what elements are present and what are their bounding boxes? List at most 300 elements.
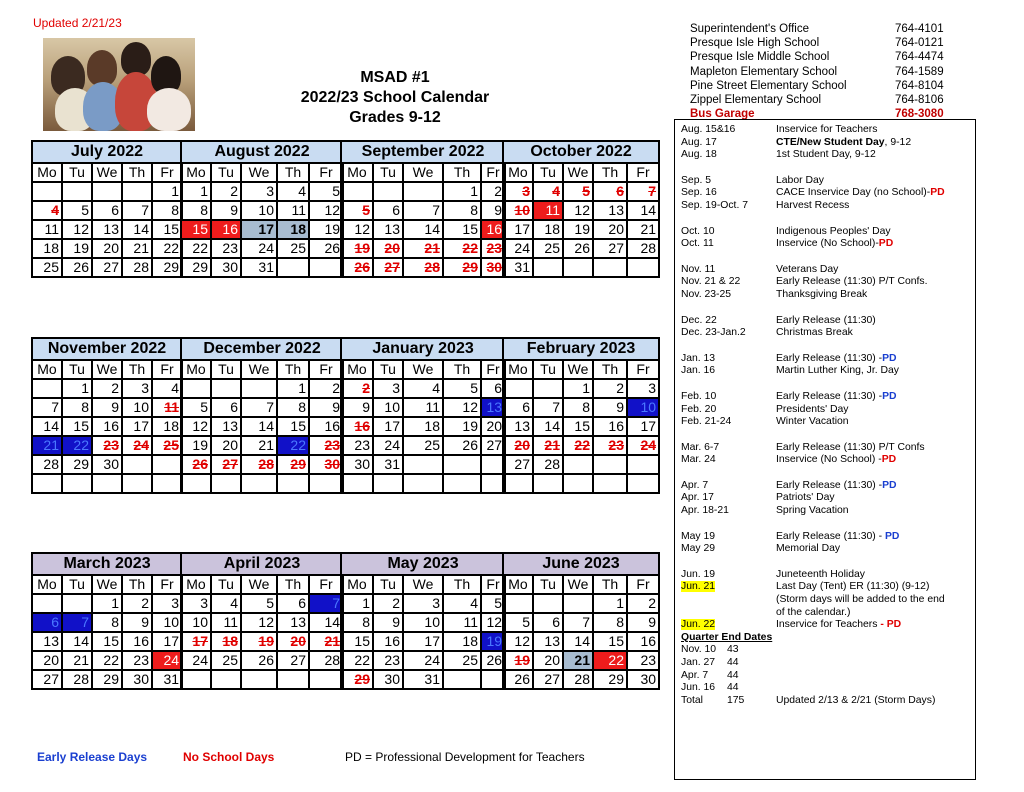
month-title: April 2023 [181,553,343,575]
event-row [675,137,975,150]
phone-entry-number: 764-4474 [895,51,944,64]
day-cell: 14 [62,632,92,651]
weekday-label: We [92,575,122,594]
legend-early-release: Early Release Days [37,750,148,764]
event-row [675,149,975,162]
day-cell: 17 [241,220,277,239]
weekday-label: Th [443,163,481,182]
day-cell: 4 [211,594,241,613]
day-cell: 12 [503,632,533,651]
phone-entry [690,22,965,36]
phone-entry-number: 764-1589 [895,65,944,78]
day-cell: 13 [481,398,505,417]
event-text: CACE Inservice Day (no School)-PD [776,187,945,199]
day-cell: 21 [241,436,277,455]
day-cell: 27 [92,258,122,277]
weekday-label: Th [593,163,627,182]
event-date: Jun. 22 [681,619,716,631]
day-cell: 24 [627,436,659,455]
day-cell: 4 [152,379,182,398]
event-row [675,175,975,188]
month-title: September 2022 [341,141,505,163]
day-cell: 29 [443,258,481,277]
event-text: Early Release (11:30) -PD [776,352,897,364]
day-cell: 28 [533,455,563,474]
empty-cell [563,258,593,277]
weekday-label: Th [593,575,627,594]
phone-directory [690,22,965,121]
day-cell: 25 [533,239,563,258]
day-cell: 23 [481,239,505,258]
day-cell: 1 [181,182,211,201]
day-cell: 6 [277,594,309,613]
empty-cell [503,474,533,493]
day-cell: 23 [627,651,659,670]
empty-cell [533,258,563,277]
event-date: Sep. 5 [681,174,712,186]
weekday-label: Tu [533,575,563,594]
weekday-label: Fr [481,360,505,379]
day-cell: 23 [373,651,403,670]
event-date: Oct. 11 [681,238,714,250]
event-text: Early Release (11:30) P/T Confs. [776,276,928,288]
day-cell: 12 [62,220,92,239]
weekday-label: Tu [62,360,92,379]
event-row [675,353,975,366]
event-date: Jun. 19 [681,568,716,580]
day-cell: 29 [277,455,309,474]
day-cell: 16 [341,417,373,436]
day-cell: 7 [241,398,277,417]
day-cell: 28 [563,670,593,689]
day-cell: 3 [122,379,152,398]
day-cell: 13 [211,417,241,436]
empty-cell [241,379,277,398]
empty-cell [309,670,343,689]
event-text: Veterans Day [776,263,839,275]
event-text: Inservice for Teachers [776,124,878,135]
legend-no-school: No School Days [183,750,275,764]
empty-cell [309,258,343,277]
day-cell: 15 [277,417,309,436]
empty-cell [563,455,593,474]
quarter-row: Jan. 27 44 [681,657,739,668]
event-text: Indigenous Peoples' Day [776,225,891,237]
day-cell: 22 [152,239,182,258]
phone-entry-name: Pine Street Elementary School [690,79,847,92]
weekday-label: Th [443,575,481,594]
day-cell: 13 [92,220,122,239]
day-cell: 23 [593,436,627,455]
weekday-label: Th [277,163,309,182]
weekday-label: Fr [627,360,659,379]
empty-cell [403,474,443,493]
event-text: of the calendar.) [776,606,851,618]
empty-cell [211,379,241,398]
day-cell: 30 [341,455,373,474]
event-date: Mar. 24 [681,454,716,466]
day-cell: 12 [241,613,277,632]
empty-cell [241,474,277,493]
empty-cell [277,670,309,689]
day-cell: 8 [152,201,182,220]
day-cell: 21 [533,436,563,455]
day-cell: 24 [241,239,277,258]
quarter-row: Apr. 7 44 [681,669,739,681]
day-cell: 25 [277,239,309,258]
event-date: Sep. 16 [681,187,717,199]
day-cell: 24 [181,651,211,670]
empty-cell [181,379,211,398]
day-cell: 20 [373,239,403,258]
weekday-label: Th [122,575,152,594]
event-date: Aug. 17 [681,136,717,148]
day-cell: 6 [32,613,62,632]
event-text: Early Release (11:30) P/T Confs [776,441,925,453]
event-date: Feb. 10 [681,390,717,402]
day-cell: 5 [181,398,211,417]
day-cell: 2 [211,182,241,201]
event-date: Jan. 16 [681,365,716,377]
event-text: Christmas Break [776,327,853,339]
day-cell: 6 [593,182,627,201]
quarter-end-title: Quarter End Dates [681,631,773,643]
day-cell: 20 [32,651,62,670]
day-cell: 21 [403,239,443,258]
day-cell: 1 [563,379,593,398]
day-cell: 30 [481,258,505,277]
grade-range: Grades 9-12 [349,109,441,126]
day-cell: 14 [122,220,152,239]
event-row [675,187,975,200]
empty-cell [533,474,563,493]
month-title: August 2022 [181,141,343,163]
empty-cell [211,670,241,689]
event-date: May 29 [681,543,716,555]
day-cell: 11 [443,613,481,632]
weekday-label: Mo [181,163,211,182]
empty-cell [62,594,92,613]
weekday-label: Mo [181,360,211,379]
day-cell: 8 [277,398,309,417]
day-cell: 29 [92,670,122,689]
day-cell: 5 [481,594,505,613]
weekday-label: Th [122,163,152,182]
day-cell: 13 [593,201,627,220]
weekday-label: Tu [373,163,403,182]
weekday-label: Th [593,360,627,379]
event-date: May 19 [681,530,716,542]
event-text: Labor Day [776,174,824,186]
event-text: Martin Luther King, Jr. Day [776,365,900,377]
month-title: March 2023 [32,553,182,575]
empty-cell [563,474,593,493]
day-cell: 12 [181,417,211,436]
day-cell: 14 [533,417,563,436]
day-cell: 16 [373,632,403,651]
event-row [675,391,975,404]
event-text: Spring Vacation [776,505,849,517]
weekday-label: We [241,360,277,379]
empty-cell [62,182,92,201]
day-cell: 11 [277,201,309,220]
day-cell: 6 [503,398,533,417]
day-cell: 17 [122,417,152,436]
day-cell: 7 [309,594,343,613]
event-row [675,569,975,582]
day-cell: 4 [403,379,443,398]
day-cell: 14 [403,220,443,239]
empty-cell [92,474,122,493]
event-text: CTE/New Student Day, 9-12 [776,136,912,148]
empty-cell [533,379,563,398]
day-cell: 24 [152,651,182,670]
day-cell: 25 [211,651,241,670]
day-cell: 7 [627,182,659,201]
month-february-2023 [502,337,660,494]
day-cell: 6 [533,613,563,632]
empty-cell [32,474,62,493]
day-cell: 10 [181,613,211,632]
weekday-label: Fr [309,575,343,594]
day-cell: 27 [481,436,505,455]
day-cell: 5 [563,182,593,201]
day-cell: 6 [211,398,241,417]
day-cell: 27 [593,239,627,258]
day-cell: 3 [403,594,443,613]
phone-entry [690,65,965,79]
day-cell: 19 [443,417,481,436]
weekday-label: Tu [211,163,241,182]
month-march-2023 [31,552,183,690]
event-text: Inservice (No School) -PD [776,454,897,466]
weekday-label: We [563,360,593,379]
day-cell: 23 [309,436,343,455]
day-cell: 22 [341,651,373,670]
day-cell: 9 [92,398,122,417]
day-cell: 6 [373,201,403,220]
day-cell: 23 [211,239,241,258]
day-cell: 9 [627,613,659,632]
day-cell: 28 [122,258,152,277]
event-row [675,480,975,493]
day-cell: 26 [241,651,277,670]
day-cell: 24 [403,651,443,670]
day-cell: 9 [309,398,343,417]
day-cell: 13 [32,632,62,651]
empty-cell [593,258,627,277]
day-cell: 19 [341,239,373,258]
empty-cell [341,474,373,493]
day-cell: 30 [627,670,659,689]
event-date: Aug. 15&16 [681,124,736,135]
day-cell: 9 [341,398,373,417]
day-cell: 29 [341,670,373,689]
weekday-label: We [92,163,122,182]
weekday-label: Th [443,360,481,379]
day-cell: 19 [309,220,343,239]
event-text: Early Release (11:30) -PD [776,390,897,402]
day-cell: 31 [373,455,403,474]
month-december-2022 [180,337,344,494]
event-date: Apr. 18-21 [681,505,729,517]
empty-cell [593,455,627,474]
day-cell: 27 [277,651,309,670]
day-cell: 5 [241,594,277,613]
day-cell: 22 [92,651,122,670]
event-row [675,619,975,632]
empty-cell [403,455,443,474]
weekday-label: Th [277,575,309,594]
day-cell: 5 [503,613,533,632]
weekday-label: Fr [309,360,343,379]
day-cell: 6 [481,379,505,398]
day-cell: 9 [211,201,241,220]
day-cell: 20 [593,220,627,239]
weekday-label: We [241,163,277,182]
event-date: Feb. 20 [681,403,717,415]
day-cell: 18 [533,220,563,239]
empty-cell [92,182,122,201]
event-text: Early Release (11:30) - PD [776,530,900,542]
day-cell: 15 [341,632,373,651]
day-cell: 13 [533,632,563,651]
day-cell: 31 [503,258,533,277]
weekday-label: Mo [181,575,211,594]
day-cell: 28 [309,651,343,670]
day-cell: 28 [32,455,62,474]
updated-date: Updated 2/21/23 [33,16,122,30]
day-cell: 18 [443,632,481,651]
empty-cell [563,594,593,613]
day-cell: 30 [122,670,152,689]
events-list [674,119,976,780]
day-cell: 24 [122,436,152,455]
day-cell: 18 [32,239,62,258]
event-row [675,315,975,328]
phone-entry [690,50,965,64]
phone-entry-number: 764-8106 [895,94,944,107]
event-text: Juneteenth Holiday [776,568,865,580]
day-cell: 31 [241,258,277,277]
day-cell: 3 [152,594,182,613]
weekday-label: Th [277,360,309,379]
weekday-label: Mo [341,575,373,594]
weekday-label: Tu [533,360,563,379]
event-row [675,594,975,607]
day-cell: 14 [241,417,277,436]
day-cell: 15 [152,220,182,239]
day-cell: 3 [241,182,277,201]
day-cell: 9 [122,613,152,632]
weekday-label: Tu [533,163,563,182]
day-cell: 4 [32,201,62,220]
day-cell: 22 [62,436,92,455]
day-cell: 3 [503,182,533,201]
day-cell: 12 [443,398,481,417]
day-cell: 18 [277,220,309,239]
day-cell: 19 [481,632,505,651]
empty-cell [211,474,241,493]
day-cell: 23 [341,436,373,455]
day-cell: 31 [152,670,182,689]
weekday-label: Mo [32,360,62,379]
day-cell: 25 [152,436,182,455]
weekday-label: Tu [373,575,403,594]
empty-cell [181,670,211,689]
weekday-label: We [241,575,277,594]
day-cell: 22 [563,436,593,455]
phone-entry-name: Presque Isle Middle School [690,51,830,64]
day-cell: 13 [503,417,533,436]
day-cell: 5 [341,201,373,220]
event-row [675,531,975,544]
empty-cell [443,474,481,493]
day-cell: 26 [563,239,593,258]
day-cell: 27 [533,670,563,689]
event-date: Dec. 22 [681,314,717,326]
day-cell: 10 [627,398,659,417]
day-cell: 11 [403,398,443,417]
empty-cell [443,670,481,689]
empty-cell [277,258,309,277]
weekday-label: Mo [341,163,373,182]
empty-cell [627,455,659,474]
phone-entry-number: 764-4101 [895,23,944,35]
day-cell: 8 [341,613,373,632]
empty-cell [62,474,92,493]
event-text: Memorial Day [776,543,841,555]
phone-entry-name: Bus Garage [690,108,755,121]
weekday-label: Fr [627,575,659,594]
day-cell: 17 [627,417,659,436]
month-october-2022 [502,140,660,278]
event-row [675,276,975,289]
month-june-2023 [502,552,660,690]
day-cell: 21 [122,239,152,258]
quarter-total: Total 175 Updated 2/13 & 2/21 (Storm Days) [681,694,936,706]
day-cell: 29 [181,258,211,277]
day-cell: 28 [62,670,92,689]
event-row [675,327,975,340]
day-cell: 8 [443,201,481,220]
month-title: June 2023 [503,553,659,575]
weekday-label: We [403,360,443,379]
day-cell: 16 [92,417,122,436]
empty-cell [341,182,373,201]
day-cell: 22 [277,436,309,455]
day-cell: 21 [32,436,62,455]
event-row [675,200,975,213]
calendar-title [250,68,540,128]
day-cell: 30 [92,455,122,474]
day-cell: 19 [563,220,593,239]
day-cell: 1 [92,594,122,613]
day-cell: 27 [211,455,241,474]
empty-cell [122,474,152,493]
day-cell: 26 [503,670,533,689]
day-cell: 14 [563,632,593,651]
month-title: October 2022 [503,141,659,163]
phone-entry [690,36,965,50]
day-cell: 19 [241,632,277,651]
event-text: Thanksgiving Break [776,288,868,300]
day-cell: 9 [373,613,403,632]
weekday-label: Fr [481,163,505,182]
month-november-2022 [31,337,183,494]
day-cell: 30 [373,670,403,689]
day-cell: 25 [443,651,481,670]
